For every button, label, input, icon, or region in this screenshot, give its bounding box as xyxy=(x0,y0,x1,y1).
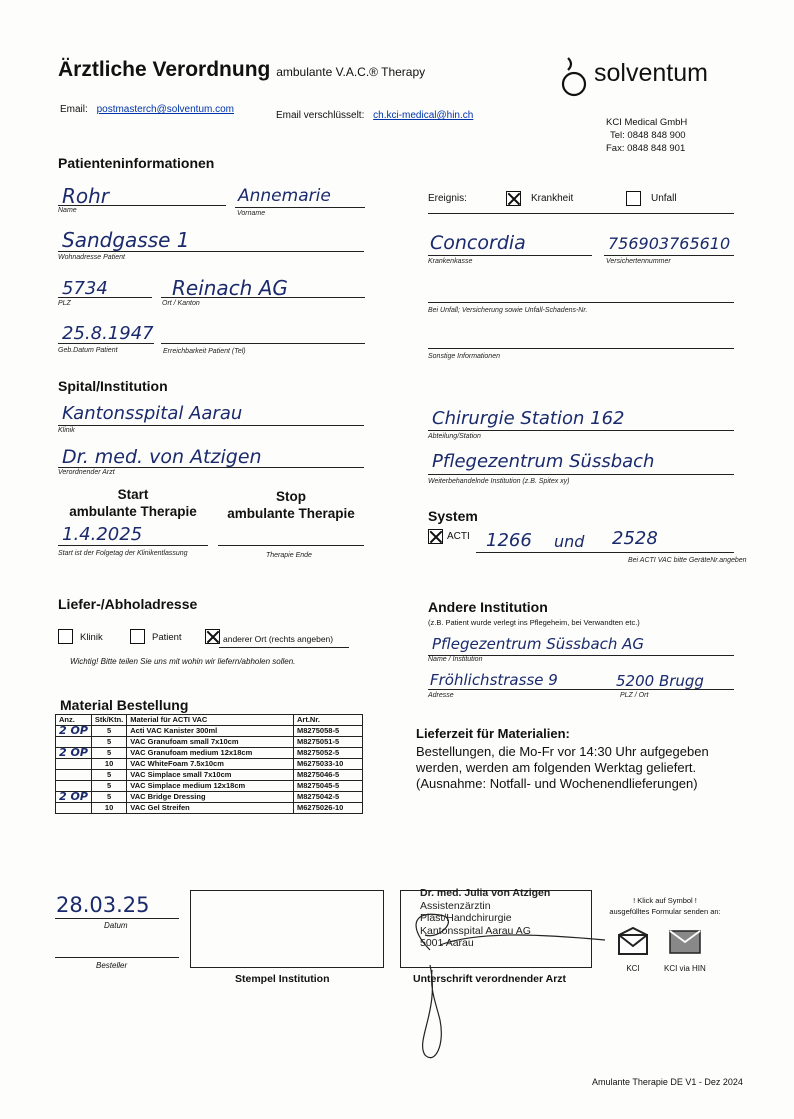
station-value[interactable]: Chirurgie Station 162 xyxy=(432,408,625,429)
lieferzeit-text xyxy=(416,744,709,792)
patient-dob[interactable]: 25.8.1947 xyxy=(62,323,154,344)
version-label: Amulante Therapie DE V1 - Dez 2024 xyxy=(592,1077,743,1087)
row-anz[interactable]: 2 OP xyxy=(56,726,92,737)
ort-label: Ort / Kanton xyxy=(162,300,200,307)
patient-name[interactable]: Rohr xyxy=(62,184,110,208)
row-anz[interactable]: 2 OP xyxy=(56,748,92,759)
material-header-row xyxy=(56,715,363,726)
send-hint-1: ! Klick auf Symbol ! xyxy=(633,896,697,905)
row-stk: 5 xyxy=(91,770,126,781)
row-artnr: M8275051-5 xyxy=(294,737,363,748)
email-enc-label: Email verschlüsselt: xyxy=(276,110,365,121)
krankenkasse[interactable]: Concordia xyxy=(430,232,526,254)
plz-label: PLZ xyxy=(58,300,71,307)
stamp-line-5: 5001 Aarau xyxy=(420,937,474,949)
date-value[interactable]: 28.03.25 xyxy=(56,893,150,917)
kci-label: KCI xyxy=(626,964,640,973)
system-und: und xyxy=(554,532,585,551)
sonstige-label: Sonstige Informationen xyxy=(428,353,500,360)
acti-checkbox[interactable] xyxy=(428,529,443,544)
row-anz[interactable] xyxy=(56,803,92,814)
other-plz[interactable]: 5200 Brugg xyxy=(616,672,704,690)
row-material: VAC WhiteFoam 7.5x10cm xyxy=(127,759,294,770)
signature-label: Unterschrift verordnender Arzt xyxy=(413,973,567,985)
start-value[interactable]: 1.4.2025 xyxy=(62,524,143,545)
delivery-anderer-label xyxy=(223,634,333,644)
anderer-text: anderer Ort xyxy=(223,634,267,644)
patient-vorname[interactable]: Annemarie xyxy=(238,186,331,206)
table-row xyxy=(56,792,363,803)
row-artnr: M6275026-10 xyxy=(294,803,363,814)
lieferzeit-line-2: werden, werden am folgenden Werktag geliefert. xyxy=(416,760,697,775)
acti-label: ACTI xyxy=(447,531,470,542)
table-row xyxy=(56,803,363,814)
row-anz[interactable] xyxy=(56,759,92,770)
title-main: Ärztliche Verordnung xyxy=(58,58,271,81)
row-stk: 5 xyxy=(91,748,126,759)
kasse-label: Krankenkasse xyxy=(428,258,473,265)
row-material: VAC Gel Streifen xyxy=(127,803,294,814)
row-material: Acti VAC Kanister 300ml xyxy=(127,726,294,737)
delivery-hint: Wichtig! Bitte teilen Sie uns mit wohin wir liefern/abholen sollen. xyxy=(70,657,296,666)
dob-label: Geb.Datum Patient xyxy=(58,347,118,354)
logo-text: solventum xyxy=(594,59,708,87)
system-value-1[interactable]: 1266 xyxy=(486,530,532,551)
title-sub: ambulante V.A.C.® Therapy xyxy=(276,65,426,79)
patient-address[interactable]: Sandgasse 1 xyxy=(62,228,190,252)
material-table xyxy=(55,714,363,814)
company-fax: Fax: 0848 848 901 xyxy=(606,143,686,154)
solventum-logo-icon xyxy=(558,54,590,100)
delivery-patient-checkbox[interactable] xyxy=(130,629,145,644)
delivery-klinik-label: Klinik xyxy=(80,632,103,643)
row-artnr: M8275045-5 xyxy=(294,781,363,792)
stamp-line-3: Plast/Handchirurgie xyxy=(420,912,512,924)
email-link[interactable]: postmasterch@solventum.com xyxy=(96,104,234,115)
delivery-anderer-checkbox[interactable] xyxy=(205,629,220,644)
patient-plz[interactable]: 5734 xyxy=(62,278,108,299)
system-value-2[interactable]: 2528 xyxy=(612,528,658,549)
station-label: Abteilung/Station xyxy=(428,433,481,440)
email-enc-row xyxy=(276,110,473,121)
row-anz[interactable] xyxy=(56,770,92,781)
stempel-label: Stempel Institution xyxy=(235,973,330,985)
other-addr[interactable]: Fröhlichstrasse 9 xyxy=(430,671,558,689)
secure-envelope-icon xyxy=(668,925,702,957)
stamp-line-2: Assistenzärztin xyxy=(420,899,491,912)
spital-heading: Spital/Institution xyxy=(58,378,168,394)
weiter-value[interactable]: Pflegezentrum Süssbach xyxy=(432,451,655,472)
unfall-label: Unfall xyxy=(651,193,677,204)
date-label: Datum xyxy=(104,921,128,930)
row-stk: 5 xyxy=(91,781,126,792)
system-note: Bei ACTI VAC bitte GeräteNr.angeben xyxy=(628,557,747,564)
row-stk: 10 xyxy=(91,803,126,814)
row-stk: 5 xyxy=(91,792,126,803)
patient-heading: Patienteninformationen xyxy=(58,155,215,171)
row-artnr: M8275052-5 xyxy=(294,748,363,759)
stempel-box[interactable] xyxy=(190,890,384,968)
versnr-label: Versichertennummer xyxy=(606,258,671,265)
vorname-label: Vorname xyxy=(237,210,266,217)
start-heading-2: ambulante Therapie xyxy=(69,504,197,519)
row-anz[interactable]: 2 OP xyxy=(56,792,92,803)
company-name: KCI Medical GmbH xyxy=(606,117,688,128)
col-anz: Anz. xyxy=(56,715,92,726)
stop-heading xyxy=(218,488,364,522)
envelope-icon xyxy=(617,925,649,957)
other-name-label: Name / Institution xyxy=(428,656,483,663)
other-plz-label: PLZ / Ort xyxy=(620,692,649,699)
page-title xyxy=(58,58,425,82)
lieferzeit-line-1: Bestellungen, die Mo-Fr vor 14:30 Uhr aufgegeben xyxy=(416,744,709,759)
send-kci-hin-button[interactable] xyxy=(664,925,706,973)
arzt-value[interactable]: Dr. med. von Atzigen xyxy=(62,446,262,468)
col-stk: Stk/Ktn. xyxy=(91,715,126,726)
row-artnr: M6275033-10 xyxy=(294,759,363,770)
row-stk: 10 xyxy=(91,759,126,770)
address-label: Wohnadresse Patient xyxy=(58,254,125,261)
system-heading: System xyxy=(428,508,478,524)
besteller-label: Besteller xyxy=(96,961,128,970)
delivery-heading: Liefer-/Abholadresse xyxy=(58,596,198,612)
table-row xyxy=(56,726,363,737)
table-row xyxy=(56,748,363,759)
end-label: Therapie Ende xyxy=(266,552,312,559)
send-hint xyxy=(600,895,730,917)
krankheit-label: Krankheit xyxy=(531,193,574,204)
material-heading: Material Bestellung xyxy=(60,697,189,713)
other-heading: Andere Institution xyxy=(428,599,548,615)
send-kci-button[interactable] xyxy=(617,925,649,973)
kcihin-label: KCI via HIN xyxy=(664,964,706,973)
row-artnr: M8275046-5 xyxy=(294,770,363,781)
lieferzeit-heading: Lieferzeit für Materialien: xyxy=(416,726,570,741)
klinik-label: Klinik xyxy=(58,427,75,434)
row-material: VAC Simplace small 7x10cm xyxy=(127,770,294,781)
unfall-info-label: Bei Unfall; Versicherung sowie Unfall-Schadens-Nr. xyxy=(428,307,588,314)
company-tel: Tel: 0848 848 900 xyxy=(610,130,686,141)
stop-heading-2: ambulante Therapie xyxy=(227,506,355,521)
email-row xyxy=(60,104,234,115)
row-material: VAC Granufoam medium 12x18cm xyxy=(127,748,294,759)
delivery-klinik-checkbox[interactable] xyxy=(58,629,73,644)
send-hint-2: ausgefülltes Formular senden an: xyxy=(609,907,721,916)
row-artnr: M8275042-5 xyxy=(294,792,363,803)
row-stk: 5 xyxy=(91,726,126,737)
table-row xyxy=(56,770,363,781)
stop-heading-1: Stop xyxy=(276,489,306,504)
lieferzeit-line-3: (Ausnahme: Notfall- und Wochenendlieferungen) xyxy=(416,776,698,791)
row-artnr: M8275058-5 xyxy=(294,726,363,737)
versichertennummer[interactable]: 756903765610 xyxy=(608,234,731,253)
col-material: Material für ACTI VAC xyxy=(127,715,294,726)
table-row xyxy=(56,781,363,792)
company-block xyxy=(606,116,687,155)
other-note: (z.B. Patient wurde verlegt ins Pflegeheim, bei Verwandten etc.) xyxy=(428,618,640,627)
unfall-checkbox[interactable] xyxy=(626,191,641,206)
klinik-value[interactable]: Kantonsspital Aarau xyxy=(62,403,243,424)
ereignis-label: Ereignis: xyxy=(428,193,467,204)
table-row xyxy=(56,759,363,770)
other-addr-label: Adresse xyxy=(428,692,454,699)
tel-label: Erreichbarkeit Patient (Tel) xyxy=(163,348,246,355)
patient-ort[interactable]: Reinach AG xyxy=(172,276,288,300)
row-material: VAC Bridge Dressing xyxy=(127,792,294,803)
delivery-patient-label: Patient xyxy=(152,632,182,643)
weiter-label: Weiterbehandelnde Institution (z.B. Spitex xy) xyxy=(428,478,570,485)
anderer-note: (rechts angeben) xyxy=(268,634,334,644)
arzt-label: Verordnender Arzt xyxy=(58,469,115,476)
start-label: Start ist der Folgetag der Klinikentlassung xyxy=(58,550,188,557)
krankheit-checkbox[interactable] xyxy=(506,191,521,206)
name-label: Name xyxy=(58,207,77,214)
other-name[interactable]: Pflegezentrum Süssbach AG xyxy=(432,635,645,653)
stamp-line-4: Kantonsspital Aarau AG xyxy=(420,924,531,937)
email-enc-link[interactable]: ch.kci-medical@hin.ch xyxy=(373,110,474,121)
table-row xyxy=(56,737,363,748)
col-artnr: Art.Nr. xyxy=(294,715,363,726)
row-material: VAC Granufoam small 7x10cm xyxy=(127,737,294,748)
start-heading-1: Start xyxy=(117,487,149,502)
row-material: VAC Simplace medium 12x18cm xyxy=(127,781,294,792)
row-stk: 5 xyxy=(91,737,126,748)
stamp-line-1: Dr. med. Julia von Atzigen xyxy=(420,887,551,899)
start-heading xyxy=(58,486,208,520)
email-label: Email: xyxy=(60,104,88,115)
